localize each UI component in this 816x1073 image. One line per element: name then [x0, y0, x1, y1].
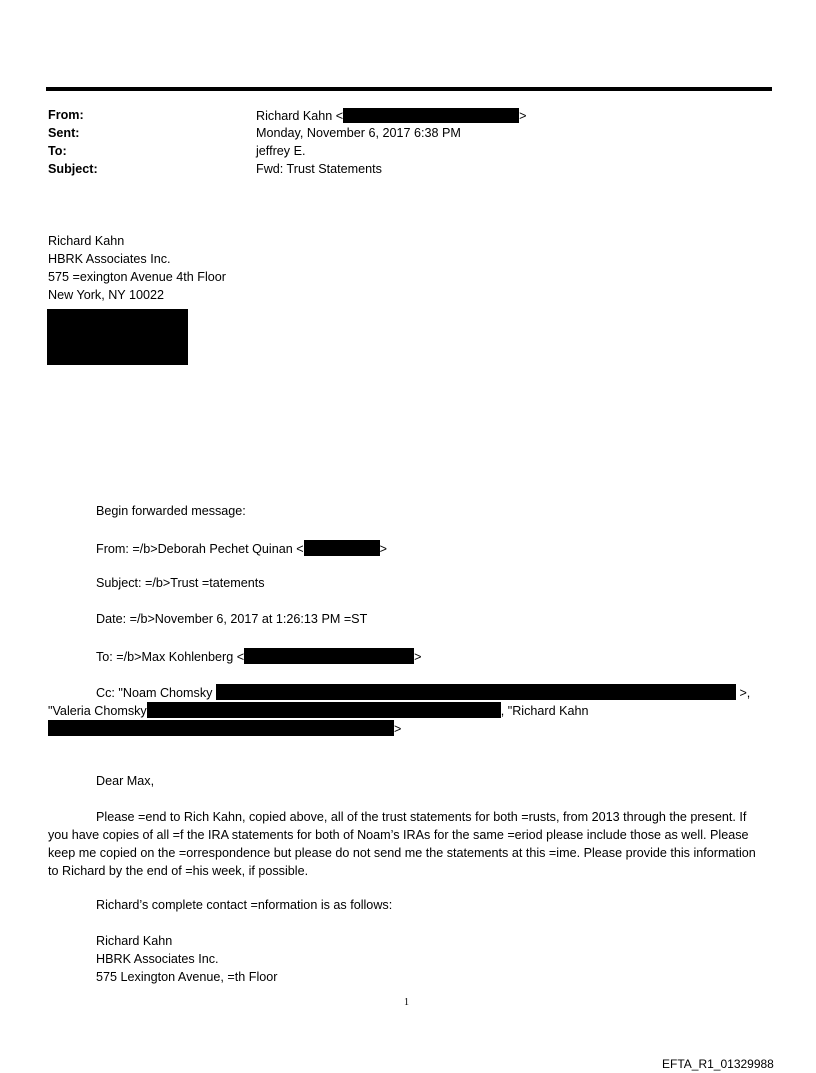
- forward-cc-line2-end: , "Richard Kahn: [500, 704, 589, 718]
- signature-name: Richard Kahn: [48, 234, 125, 248]
- body-paragraph-1: Please =end to Rich Kahn, copied above, all of the trust statements for both =rusts, from 2013 through the present. If you have copies of all =f the IRA statements for both of Noam’s IRAs for the same =eriod please include those as well. Please keep me copied on the =orrespondence but please do not send me the statements at this =ime. Please provide this information to Richard by the end of =his week, if possible.: [48, 810, 756, 878]
- forward-intro: Begin forwarded message:: [96, 504, 246, 518]
- forward-from: [96, 540, 387, 556]
- forward-to: [96, 648, 421, 664]
- forward-date: Date: =/b>November 6, 2017 at 1:26:13 PM =ST: [96, 612, 368, 626]
- forward-from-text: From: =/b>Deborah Pechet Quinan <: [96, 542, 304, 556]
- from-name: Richard Kahn <: [256, 109, 344, 123]
- sent-value: Monday, November 6, 2017 6:38 PM: [256, 126, 461, 140]
- from-label: From:: [48, 108, 84, 122]
- forward-cc-line2-start: "Valeria Chomsky: [48, 704, 147, 718]
- subject-value: Fwd: Trust Statements: [256, 162, 382, 176]
- contact-company: HBRK Associates Inc.: [96, 952, 219, 966]
- redaction-block: [48, 720, 394, 736]
- forward-to-close: >: [414, 650, 422, 664]
- signature-address: 575 =exington Avenue 4th Floor: [48, 270, 226, 284]
- redaction-block: [304, 540, 380, 556]
- forward-cc-end: >,: [739, 686, 751, 700]
- sent-label: Sent:: [48, 126, 80, 140]
- redaction-block: [216, 684, 736, 700]
- page-number: 1: [404, 997, 409, 1008]
- forward-to-text: To: =/b>Max Kohlenberg <: [96, 650, 245, 664]
- contact-name: Richard Kahn: [96, 934, 173, 948]
- forward-cc-line3: [48, 720, 401, 736]
- forward-from-close: >: [379, 542, 387, 556]
- header-rule: [46, 87, 772, 91]
- to-value: jeffrey E.: [256, 144, 306, 158]
- forward-cc-line3-end: >: [394, 722, 402, 736]
- redaction-block: [147, 702, 501, 718]
- forward-subject: Subject: =/b>Trust =tatements: [96, 576, 265, 590]
- document-id: EFTA_R1_01329988: [662, 1057, 774, 1071]
- to-label: To:: [48, 144, 67, 158]
- from-close: >: [519, 109, 527, 123]
- redaction-block: [47, 309, 188, 365]
- forward-cc-line2: [48, 702, 589, 718]
- greeting: Dear Max,: [96, 774, 155, 788]
- forward-cc: [96, 684, 750, 700]
- signature-company: HBRK Associates Inc.: [48, 252, 171, 266]
- body-paragraph-2: Richard’s complete contact =nformation is as follows:: [96, 898, 393, 912]
- forward-cc-start: Cc: "Noam Chomsky: [96, 686, 213, 700]
- redaction-block: [343, 108, 519, 123]
- from-value: [256, 108, 527, 123]
- signature-city: New York, NY 10022: [48, 288, 164, 302]
- redaction-block: [244, 648, 414, 664]
- subject-label: Subject:: [48, 162, 98, 176]
- contact-address: 575 Lexington Avenue, =th Floor: [96, 970, 278, 984]
